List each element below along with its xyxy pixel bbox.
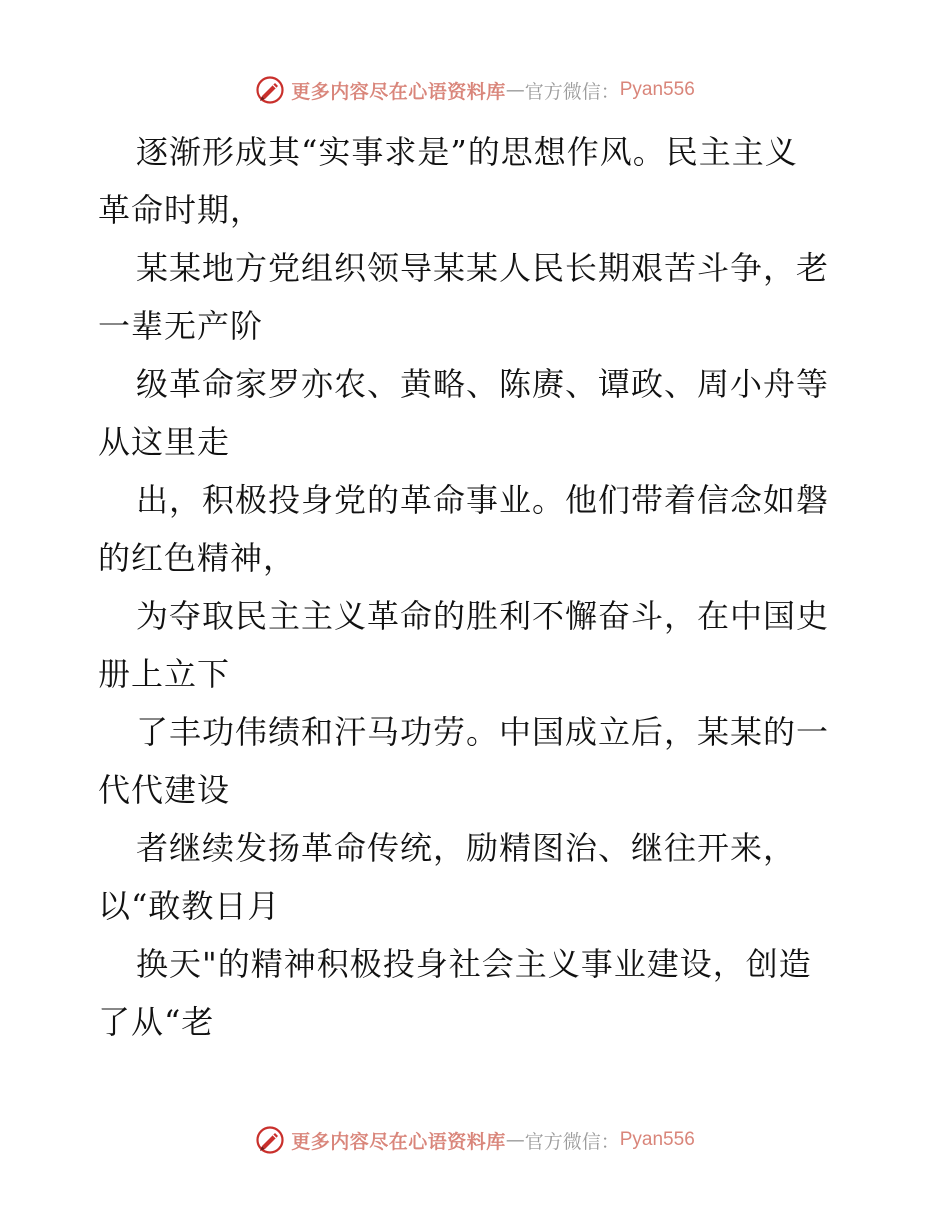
text-line: 为夺取民主主义革命的胜利不懈奋斗，在中国史 <box>136 597 830 635</box>
footer-separator: — <box>505 1129 525 1151</box>
document-body <box>98 123 858 1051</box>
pen-logo-icon <box>255 75 285 105</box>
text-line: 了丰功伟绩和汗马功劳。中国成立后，某某的一 <box>136 713 830 751</box>
text-line: 革命时期， <box>98 191 264 229</box>
text-line: 者继续发扬革命传统，励精图治、继往开来， <box>136 829 797 867</box>
text-line: 一辈无产阶 <box>98 307 264 345</box>
footer-banner <box>0 1120 950 1160</box>
text-line: 某某地方党组织领导某某人民长期艰苦斗争，老 <box>136 249 830 287</box>
header-wechat-label: 官方微信： <box>524 80 620 103</box>
text-line: 级革命家罗亦农、黄略、陈赓、谭政、周小舟等 <box>136 365 830 403</box>
header-banner <box>0 70 950 110</box>
text-line: 从这里走 <box>98 423 231 461</box>
text-line: 的红色精神， <box>98 539 297 577</box>
text-line: 了从“老 <box>98 1003 215 1041</box>
footer-wechat-label: 官方微信： <box>524 1130 620 1153</box>
footer-wechat-id: Pyan556 <box>619 1129 695 1150</box>
footer-brand-text: 更多内容尽在心语资料库 <box>291 1130 506 1153</box>
text-line: 册上立下 <box>98 655 231 693</box>
header-wechat-id: Pyan556 <box>619 79 695 100</box>
header-brand-text: 更多内容尽在心语资料库 <box>291 80 506 103</box>
text-line: 逐渐形成其“实事求是”的思想作风。民主主义 <box>136 133 798 171</box>
pen-logo-icon <box>255 1125 285 1155</box>
text-line: 换天"的精神积极投身社会主义事业建设，创造 <box>136 945 812 983</box>
header-separator: — <box>505 79 525 101</box>
text-line: 出，积极投身党的革命事业。他们带着信念如磐 <box>136 481 830 519</box>
text-line: 代代建设 <box>98 771 231 809</box>
text-line: 以“敢教日月 <box>98 887 281 925</box>
